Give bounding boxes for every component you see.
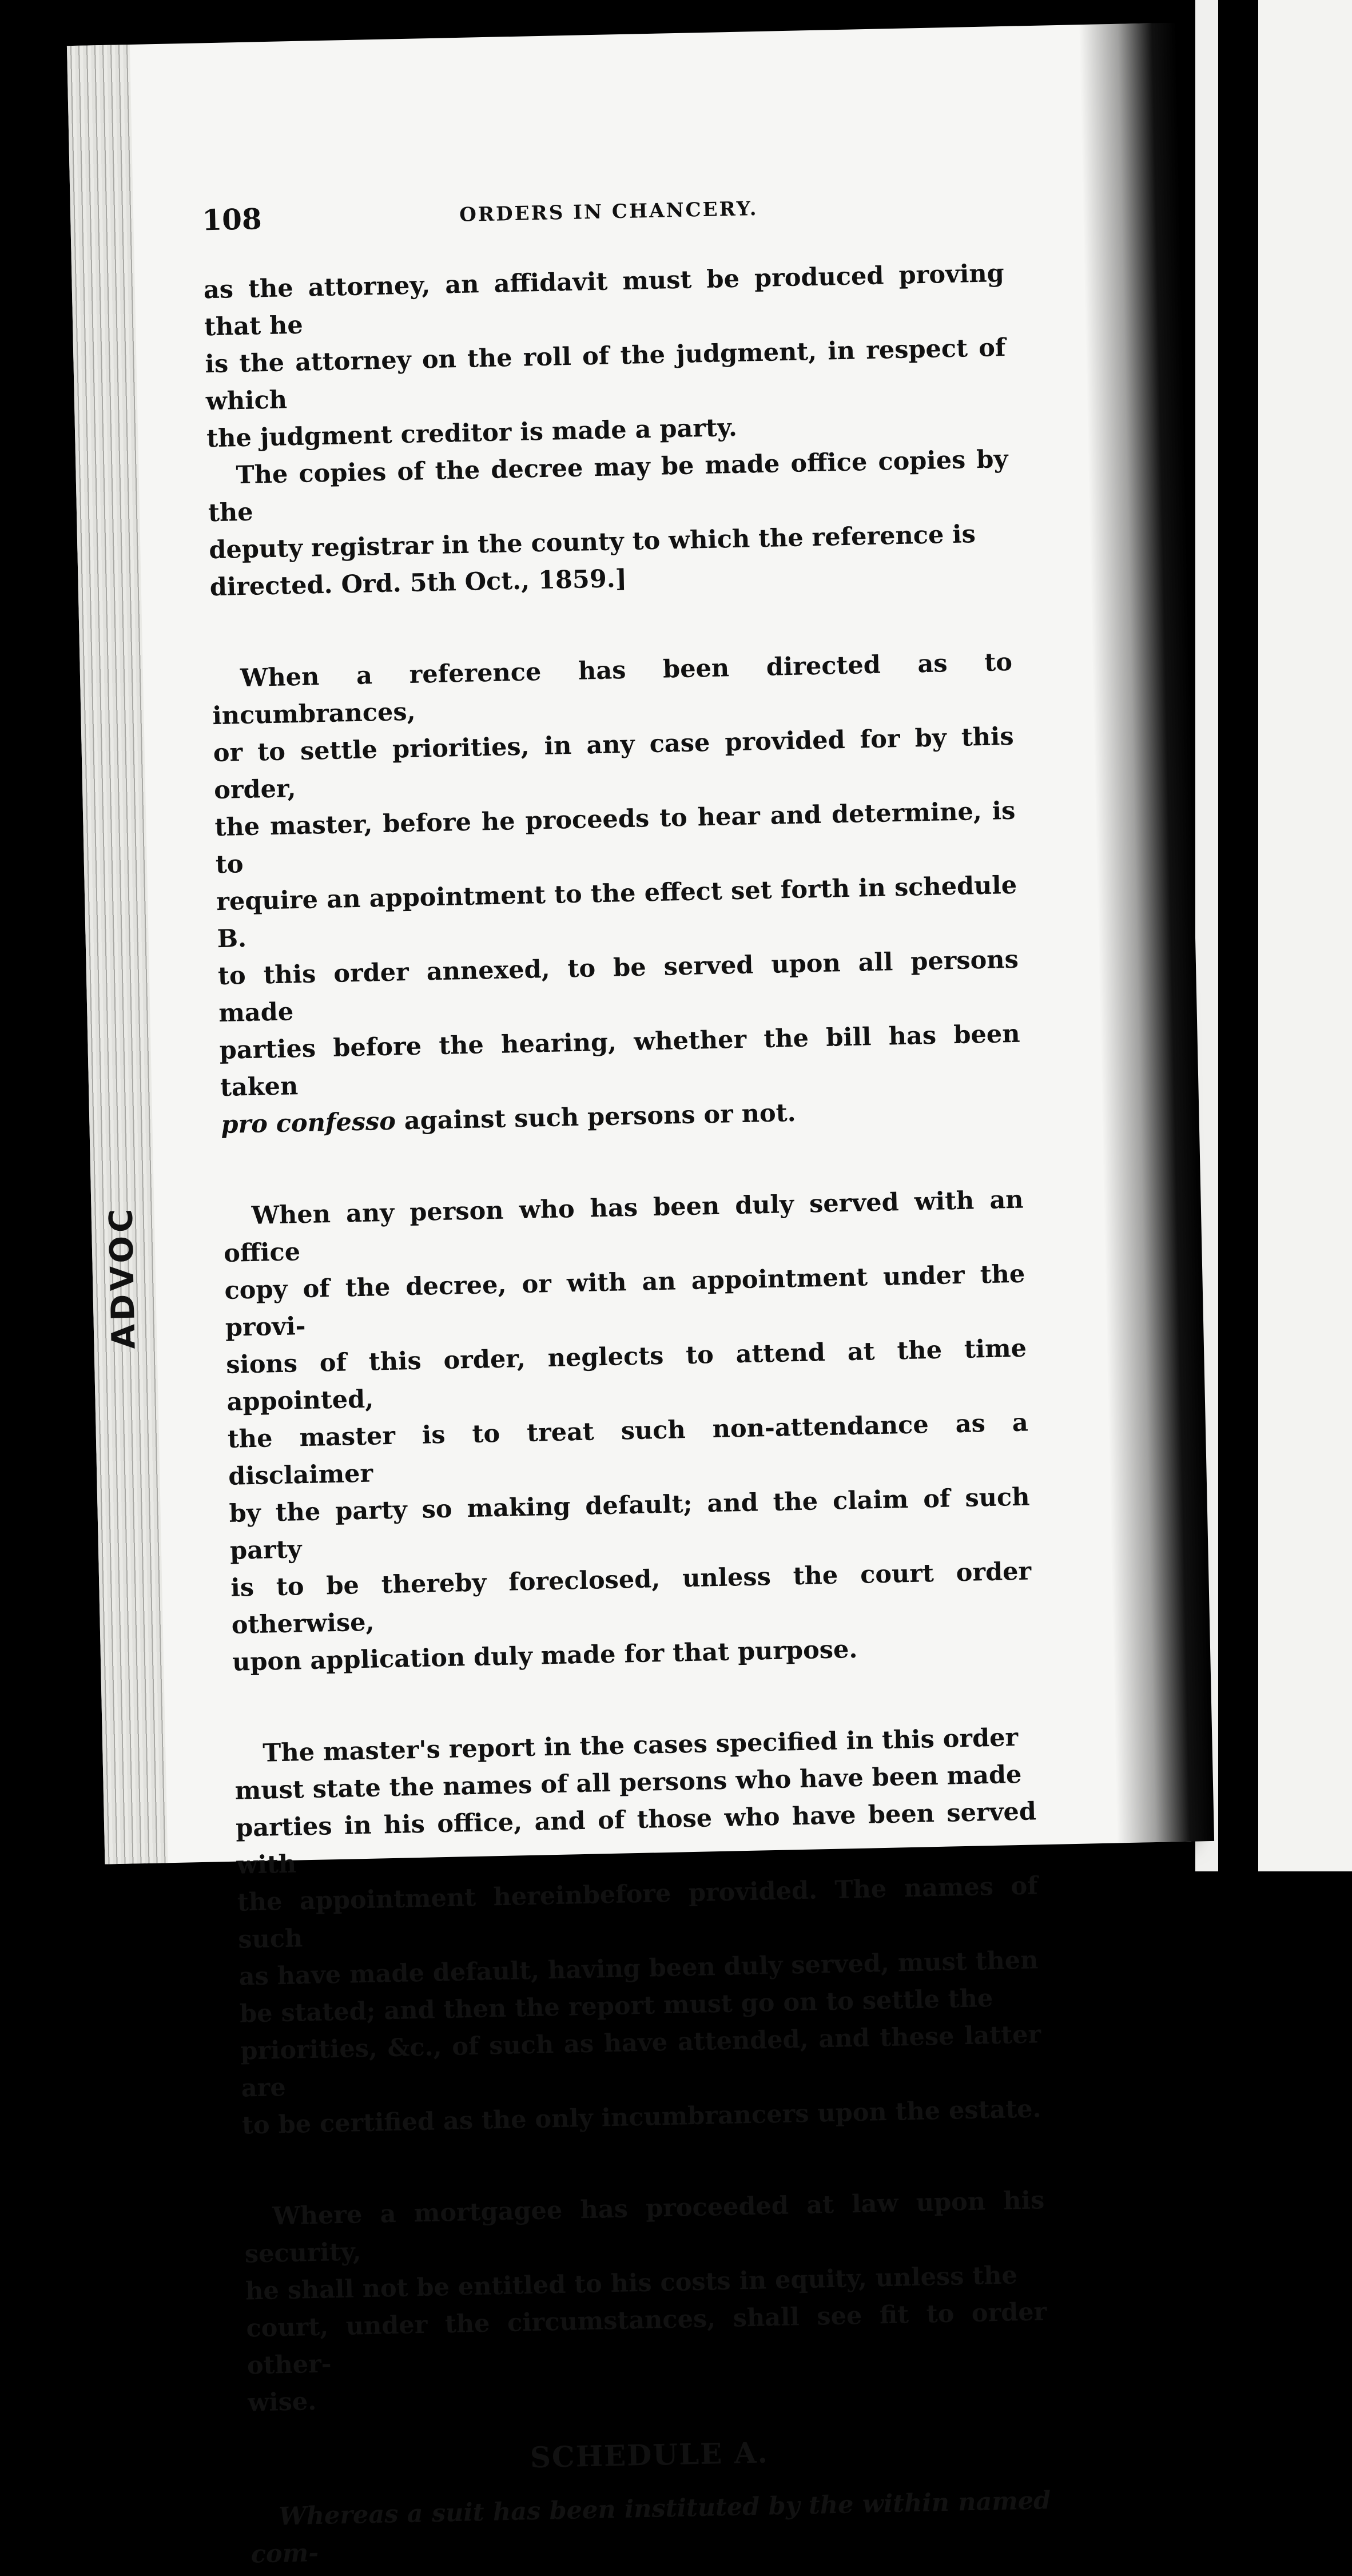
text-line: The master's report in the cases specified in this order: [262, 1723, 1019, 1768]
text-line: the judgment creditor is made a party.: [206, 413, 738, 454]
text-line: as the attorney, an affidavit must be produced proving that he: [203, 259, 1005, 342]
spine-label: ADVOC: [102, 1205, 143, 1350]
text-line: The copies of the decree may be made office copies by the: [208, 444, 1008, 528]
page-body: [203, 255, 1052, 2573]
paragraph-5: [234, 1719, 1043, 2144]
text-line: by the party so making default; and the claim of such party: [229, 1482, 1030, 1565]
schedule-first-line: Whereas a suit has been instituted by the within named com-: [250, 2486, 1051, 2569]
text-line: must state the names of all persons who have been made: [234, 1760, 1022, 1806]
running-head: ORDERS IN CHANCERY.: [459, 197, 758, 226]
text-line: upon application duly made for that purpose.: [232, 1635, 858, 1677]
text-line: is to be thereby foreclosed, unless the court order otherwise,: [230, 1557, 1032, 1640]
text-line: require an appointment to the effect set forth in schedule B.: [216, 870, 1017, 954]
paragraph-6: [244, 2182, 1049, 2422]
page-header: [202, 185, 1060, 243]
facing-page: [1258, 0, 1352, 1871]
text-line: the master is to treat such non-attendance as a disclaimer: [227, 1408, 1029, 1491]
text-line: to be certified as the only incumbrancers upon the estate.: [241, 2094, 1041, 2140]
text-line: parties before the hearing, whether the bill has been taken: [219, 1019, 1020, 1103]
text-line: as have made default, having been duly served, must then: [238, 1946, 1039, 1991]
text-line: When any person who has been duly served with an office: [223, 1185, 1024, 1268]
text-line: be stated; and then the report must go on to settle the: [239, 1984, 993, 2029]
page-number: 108: [201, 202, 263, 237]
paragraph-4: [222, 1182, 1033, 1681]
paragraph-3: [211, 644, 1021, 1144]
text-line: court, under the circumstances, shall see fit to order other-: [246, 2297, 1047, 2380]
text-line: When a reference has been directed as to incumbrances,: [212, 647, 1013, 731]
text-line: priorities, &c., of such as have attended, and these latter are: [240, 2020, 1041, 2103]
latin-phrase: pro confesso: [220, 1107, 396, 1140]
text-fragment: against such persons or not.: [395, 1098, 797, 1136]
text-line: he shall not be entitled to his costs in equity, unless the: [245, 2261, 1018, 2306]
paragraph-2: [207, 441, 1011, 606]
text-line: the master, before he proceeds to hear and determine, is to: [214, 796, 1016, 880]
text-line: is the attorney on the roll of the judgment, in respect of which: [205, 333, 1006, 416]
schedule-heading: SCHEDULE A.: [530, 2435, 769, 2475]
paragraph-1: [203, 255, 1007, 458]
text-line: sions of this order, neglects to attend at the time appointed,: [225, 1334, 1027, 1417]
text-line: parties in his office, and of those who have been served with: [235, 1797, 1037, 1880]
text-line: to this order annexed, to be served upon all persons made: [217, 945, 1019, 1028]
text-line: Where a mortgagee has proceeded at law upon his security,: [244, 2186, 1045, 2269]
text-line: deputy registrar in the county to which the reference is: [208, 520, 976, 565]
text-line: directed. Ord. 5th Oct., 1859.]: [209, 564, 627, 602]
book-page: [67, 23, 1191, 2569]
text-line: wise.: [247, 2387, 317, 2418]
text-line: copy of the decree, or with an appointment under the provi-: [224, 1259, 1025, 1342]
text-line: or to settle priorities, in any case provided for by this order,: [213, 722, 1015, 805]
text-line: the appointment hereinbefore provided. The names of such: [237, 1871, 1039, 1954]
